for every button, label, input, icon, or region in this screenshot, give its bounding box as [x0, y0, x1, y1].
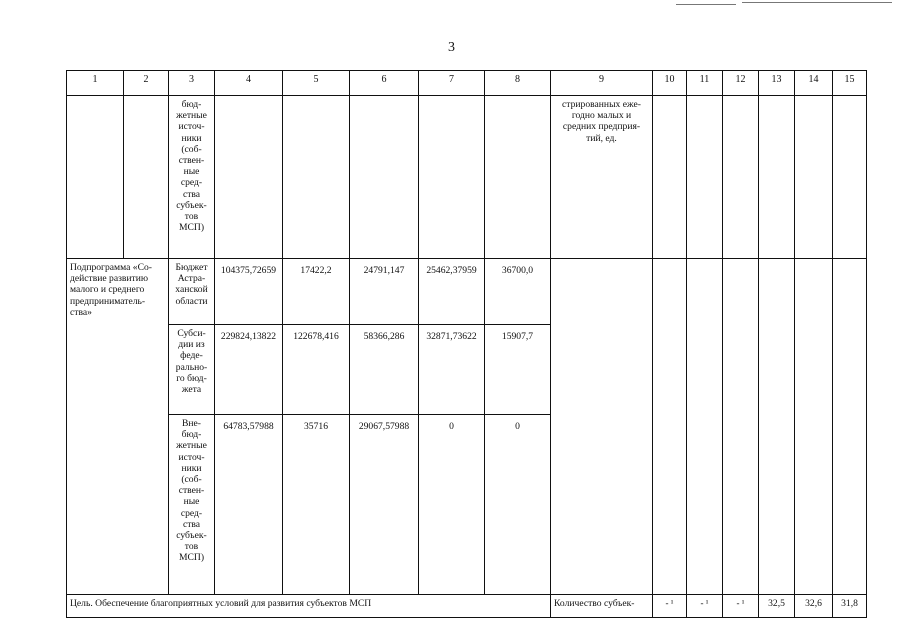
- amount-cell: 122678,416: [283, 325, 350, 415]
- amount-cell: 36700,0: [485, 259, 551, 325]
- header-cell: 1: [67, 71, 124, 96]
- header-cell: 4: [215, 71, 283, 96]
- indicator-cell: стрированных еже- годно малых и средних предприя- тий, ед.: [551, 96, 653, 259]
- table-cell: [283, 96, 350, 259]
- amount-cell: 229824,13822: [215, 325, 283, 415]
- table-cell: [795, 96, 833, 259]
- funding-source-cell: бюд- жетные источ- ники (соб- ствен- ные сред- ства субъек- тов МСП): [169, 96, 215, 259]
- target-value-cell: - ¹: [687, 595, 723, 618]
- header-cell: 13: [759, 71, 795, 96]
- table-cell: [215, 96, 283, 259]
- amount-cell: 17422,2: [283, 259, 350, 325]
- indicator-cell: [551, 259, 653, 595]
- table-cell: [485, 96, 551, 259]
- target-value-cell: 31,8: [833, 595, 867, 618]
- target-value-cell: 32,5: [759, 595, 795, 618]
- amount-cell: 0: [485, 415, 551, 595]
- table-cell: [124, 96, 169, 259]
- header-cell: 11: [687, 71, 723, 96]
- amount-cell: 32871,73622: [419, 325, 485, 415]
- table-cell: [833, 96, 867, 259]
- header-cell: 14: [795, 71, 833, 96]
- goal-cell: Цель. Обеспечение благоприятных условий для развития субъектов МСП: [67, 595, 551, 618]
- table-row-subprogram-regional: [67, 259, 867, 325]
- table-cell: [723, 96, 759, 259]
- header-cell: 15: [833, 71, 867, 96]
- indicator-cell: Количество субъек-: [551, 595, 653, 618]
- header-cell: 12: [723, 71, 759, 96]
- table-row-continuation: [67, 96, 867, 259]
- program-table: [66, 70, 867, 618]
- table-cell: [723, 259, 759, 595]
- header-cell: 10: [653, 71, 687, 96]
- amount-cell: 35716: [283, 415, 350, 595]
- amount-cell: 0: [419, 415, 485, 595]
- header-row: [67, 71, 867, 96]
- scan-artifact-line: [676, 4, 736, 5]
- table-cell: [653, 259, 687, 595]
- table-cell: [687, 259, 723, 595]
- header-cell: 9: [551, 71, 653, 96]
- table-cell: [653, 96, 687, 259]
- table-cell: [350, 96, 419, 259]
- subprogram-name-cell: Подпрограмма «Со- действие развитию малого и среднего предприниматель- ства»: [67, 259, 169, 595]
- header-cell: 7: [419, 71, 485, 96]
- amount-cell: 24791,147: [350, 259, 419, 325]
- amount-cell: 15907,7: [485, 325, 551, 415]
- target-value-cell: 32,6: [795, 595, 833, 618]
- table-cell: [759, 96, 795, 259]
- table-cell: [759, 259, 795, 595]
- header-cell: 3: [169, 71, 215, 96]
- amount-cell: 58366,286: [350, 325, 419, 415]
- header-cell: 5: [283, 71, 350, 96]
- table-cell: [795, 259, 833, 595]
- table-cell: [687, 96, 723, 259]
- amount-cell: 104375,72659: [215, 259, 283, 325]
- header-cell: 6: [350, 71, 419, 96]
- amount-cell: 29067,57988: [350, 415, 419, 595]
- funding-source-cell: Вне- бюд- жетные источ- ники (соб- ствен- ные сред- ства субъек- тов МСП): [169, 415, 215, 595]
- table-row-goal: [67, 595, 867, 618]
- scan-artifact-line: [742, 2, 892, 3]
- amount-cell: 64783,57988: [215, 415, 283, 595]
- target-value-cell: - ¹: [653, 595, 687, 618]
- funding-source-cell: Субси- дии из феде- рально- го бюд- жета: [169, 325, 215, 415]
- header-cell: 2: [124, 71, 169, 96]
- table-cell: [419, 96, 485, 259]
- header-cell: 8: [485, 71, 551, 96]
- table-cell: [67, 96, 124, 259]
- page-number: 3: [448, 40, 455, 55]
- amount-cell: 25462,37959: [419, 259, 485, 325]
- table-cell: [833, 259, 867, 595]
- target-value-cell: - ¹: [723, 595, 759, 618]
- funding-source-cell: Бюджет Астра- ханской области: [169, 259, 215, 325]
